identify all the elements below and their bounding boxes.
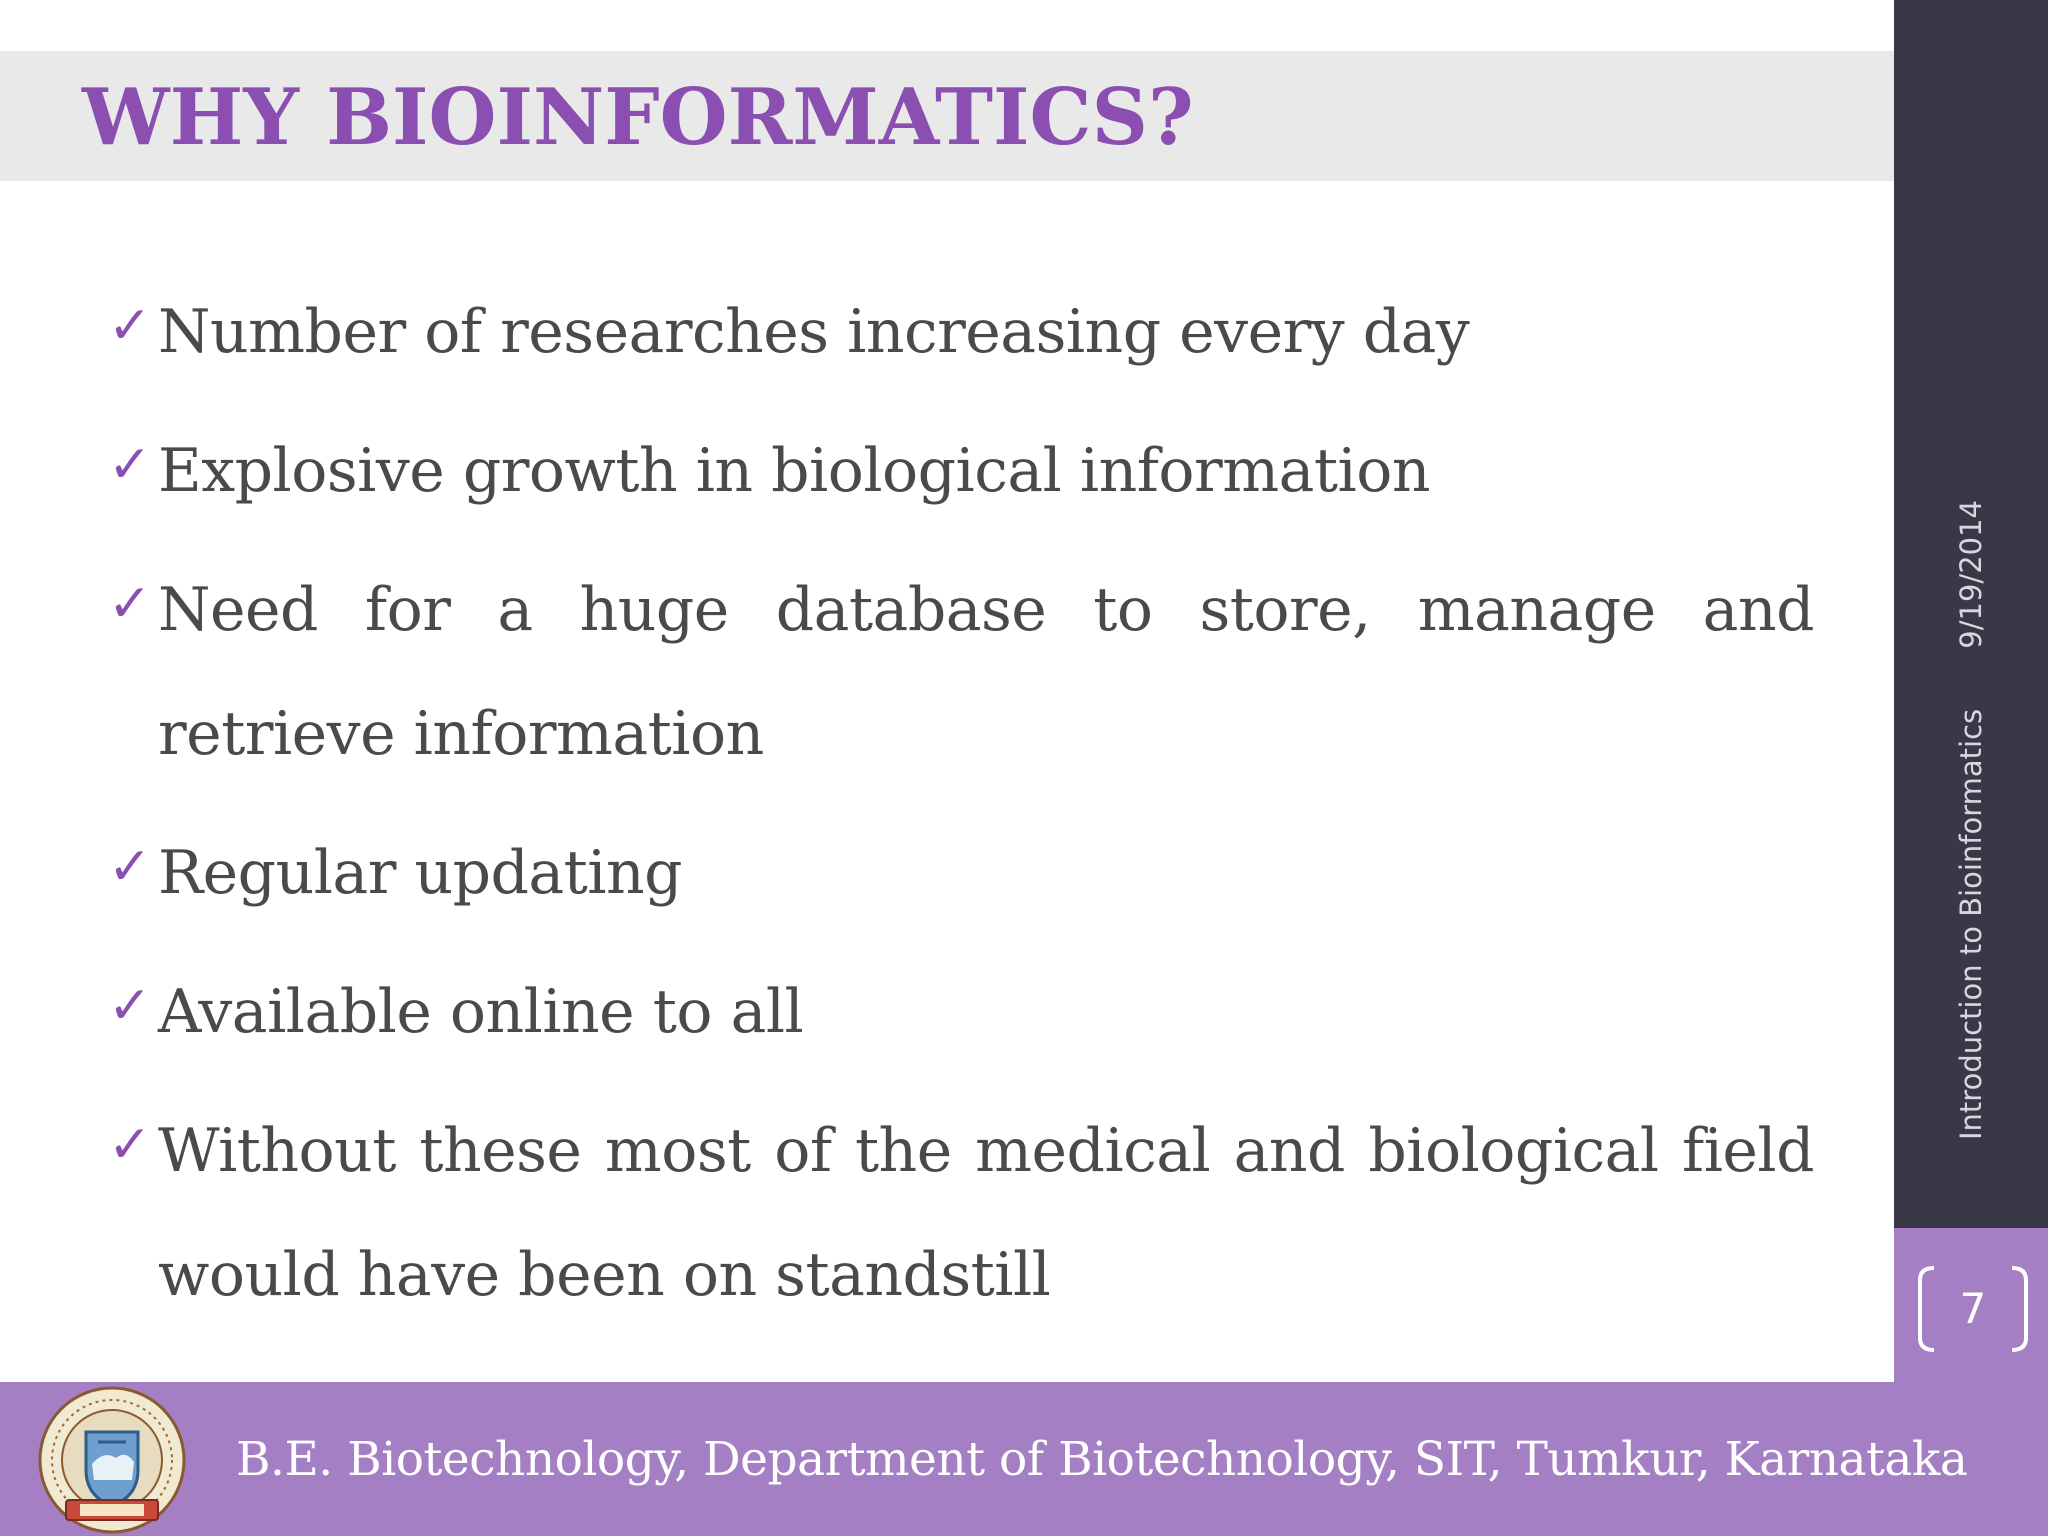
bullet-list [108, 270, 1814, 1337]
check-icon: ✓ [108, 837, 152, 897]
slide-title: WHY BIOINFORMATICS? [82, 72, 1194, 163]
list-item [108, 270, 1814, 394]
bullet-text: Explosive growth in biological information [158, 436, 1430, 506]
bullet-text: Regular updating [158, 838, 683, 908]
check-icon: ✓ [108, 1115, 152, 1175]
side-title: Introduction to Bioinformatics [1954, 708, 1988, 1140]
list-item [108, 811, 1814, 935]
slide-date: 9/19/2014 [1954, 500, 1988, 649]
check-icon: ✓ [108, 976, 152, 1036]
bullet-text: Available online to all [158, 977, 804, 1047]
footer-text: B.E. Biotechnology, Department of Biotechnology, SIT, Tumkur, Karnataka [236, 1432, 1968, 1487]
page-number: 7 [1959, 1284, 1987, 1333]
list-item [108, 950, 1814, 1074]
bullet-text: Without these most of the medical and biological field would have been on standstill [158, 1116, 1814, 1310]
side-info [1900, 500, 2042, 1140]
check-icon: ✓ [108, 296, 152, 356]
list-item [108, 548, 1814, 796]
check-icon: ✓ [108, 574, 152, 634]
bullet-text: Number of researches increasing every day [158, 297, 1470, 367]
bullet-text: Need for a huge database to store, manage and retrieve information [158, 575, 1814, 769]
list-item [108, 1089, 1814, 1337]
check-icon: ✓ [108, 435, 152, 495]
institute-seal-logo [36, 1384, 188, 1536]
list-item [108, 409, 1814, 533]
